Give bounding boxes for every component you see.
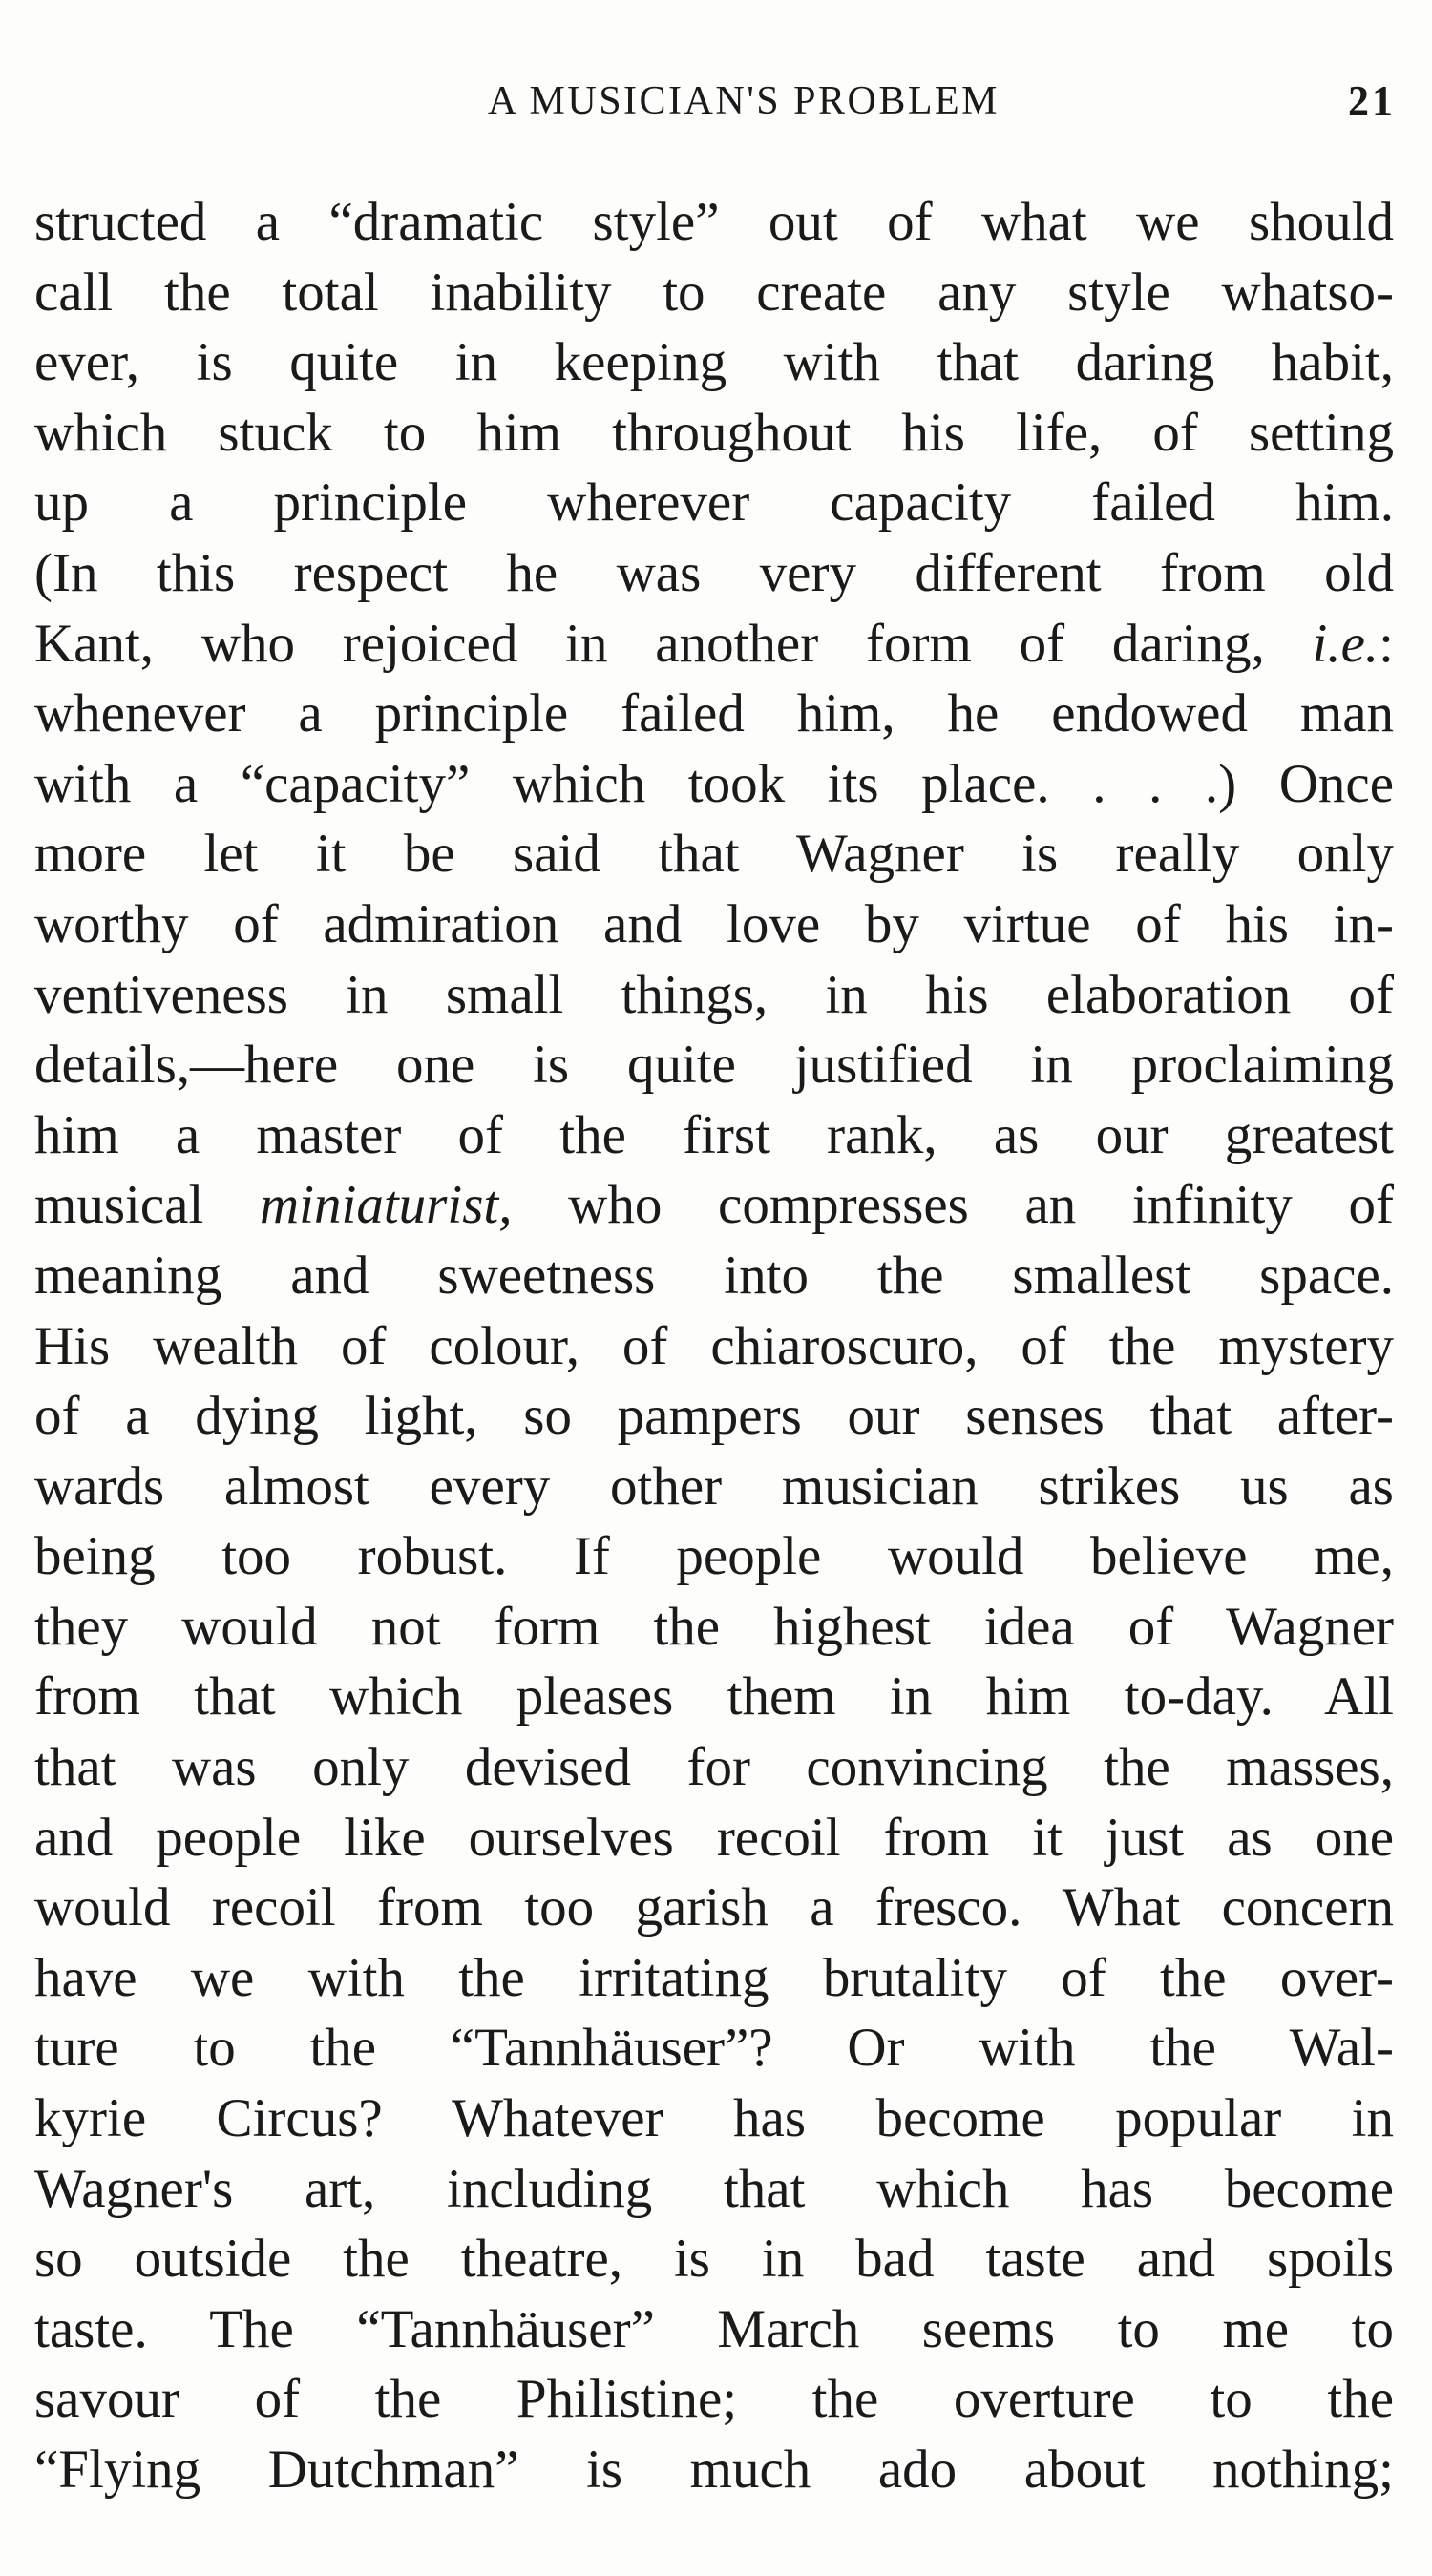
text-line-5: up a principle wherever capacity failed him.	[34, 472, 1394, 534]
text-line-7-tail: :	[1379, 613, 1394, 674]
text-line-29: Wagner's art, including that which has become	[34, 2158, 1394, 2219]
text-line-17: His wealth of colour, of chiaroscuro, of the mystery	[34, 1315, 1394, 1376]
text-line-27: ture to the “Tannhäuser”? Or with the Wal-	[34, 2018, 1394, 2079]
text-line-4: which stuck to him throughout his life, of setting	[34, 402, 1394, 463]
text-line-18: of a dying light, so pampers our senses that after-	[34, 1386, 1394, 1447]
text-line-20: being too robust. If people would believe me,	[34, 1526, 1394, 1587]
text-line-11: worthy of admiration and love by virtue of his in-	[34, 893, 1394, 954]
running-head	[34, 73, 1396, 130]
text-line-15-tail: who compresses an infinity of	[568, 1175, 1394, 1236]
body-text	[34, 187, 1394, 2505]
text-line-8: whenever a principle failed him, he endowed man	[34, 683, 1394, 744]
text-line-15-italic: miniaturist,	[260, 1175, 513, 1236]
text-line-23: that was only devised for convincing the masses,	[34, 1737, 1394, 1798]
text-line-32: savour of the Philistine; the overture to the	[34, 2369, 1394, 2430]
text-line-33: “Flying Dutchman” is much ado about nothing;	[34, 2440, 1394, 2500]
text-line-30: so outside the theatre, is in bad taste and spoils	[34, 2229, 1394, 2290]
text-line-2: call the total inability to create any style whatso-	[34, 262, 1394, 323]
text-line-7-italic: i.e.	[1312, 613, 1379, 674]
text-line-22: from that which pleases them in him to-day. All	[34, 1666, 1394, 1728]
text-line-15-main: musical	[34, 1175, 204, 1236]
text-line-10: more let it be said that Wagner is really only	[34, 824, 1394, 885]
text-line-7	[34, 609, 1394, 680]
text-line-16: meaning and sweetness into the smallest space.	[34, 1245, 1394, 1306]
text-line-24: and people like ourselves recoil from it just as one	[34, 1807, 1394, 1868]
text-line-9: with a “capacity” which took its place. . . .) Once	[34, 753, 1394, 814]
text-line-6: (In this respect he was very different from old	[34, 542, 1394, 603]
page-number: 21	[1348, 77, 1396, 124]
text-line-19: wards almost every other musician strikes us as	[34, 1456, 1394, 1517]
running-title: A MUSICIAN'S PROBLEM	[488, 79, 1000, 123]
text-line-14: him a master of the first rank, as our greatest	[34, 1104, 1394, 1165]
text-line-1: structed a “dramatic style” out of what we should	[34, 192, 1394, 252]
text-line-15	[34, 1170, 1394, 1241]
text-line-31: taste. The “Tannhäuser” March seems to me to	[34, 2298, 1394, 2359]
text-line-12: ventiveness in small things, in his elaboration of	[34, 964, 1394, 1025]
text-line-13: details,—here one is quite justified in proclaiming	[34, 1035, 1394, 1096]
text-line-7-main: Kant, who rejoiced in another form of daring,	[34, 613, 1265, 674]
text-line-3: ever, is quite in keeping with that daring habit,	[34, 332, 1394, 393]
text-line-26: have we with the irritating brutality of the over-	[34, 1947, 1394, 2008]
text-line-25: would recoil from too garish a fresco. What concern	[34, 1877, 1394, 1938]
text-line-21: they would not form the highest idea of Wagner	[34, 1596, 1394, 1657]
text-line-28: kyrie Circus? Whatever has become popular in	[34, 2088, 1394, 2149]
